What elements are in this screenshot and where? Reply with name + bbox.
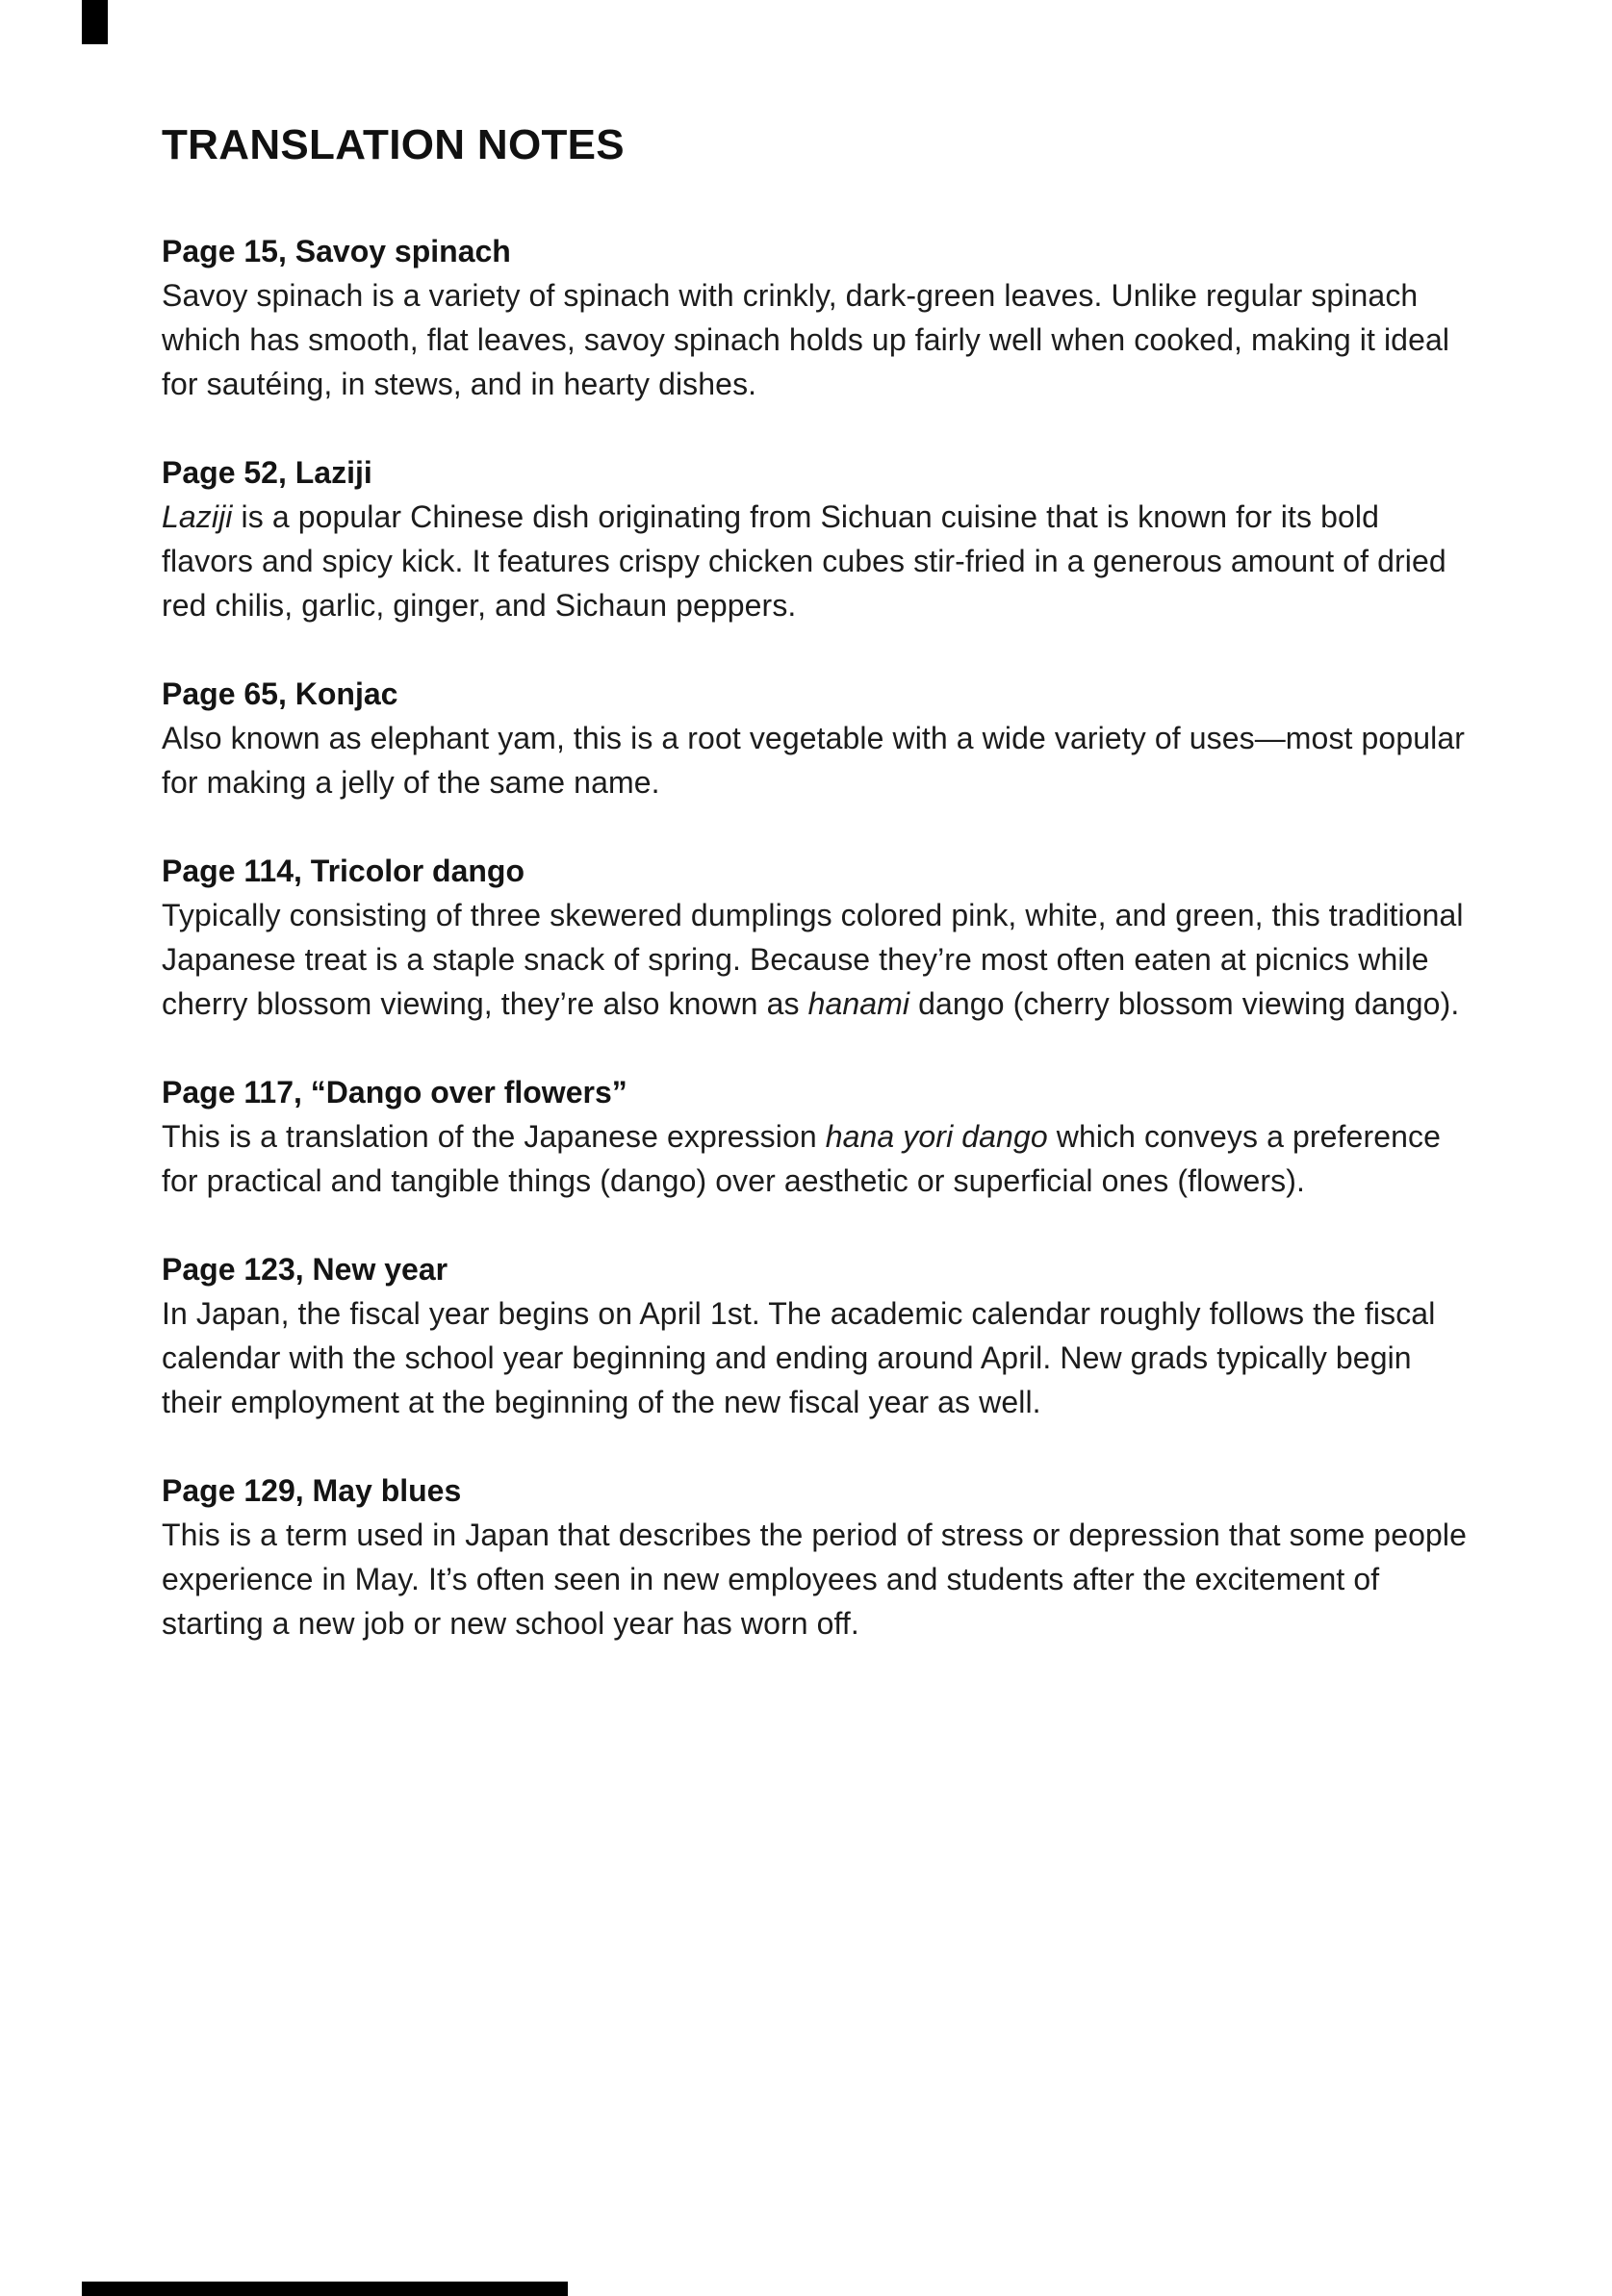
note-body-segment: Savoy spinach is a variety of spinach with crinkly, dark-green leaves. Unlike regular spinach which has smooth, flat leaves, savoy spinach holds up fairly well when cooked, making it ideal for sautéing, in stews, and in hearty dishes. <box>162 278 1450 401</box>
note-body-segment: This is a term used in Japan that describes the period of stress or depression that some people experience in May. It’s often seen in new employees and students after the excitement of starting a new job or new school year has worn off. <box>162 1518 1467 1641</box>
note-body-italic-segment: hana yori dango <box>825 1119 1048 1154</box>
notes-list <box>162 229 1475 1645</box>
note-body-segment: In Japan, the fiscal year begins on April 1st. The academic calendar roughly follows the fiscal calendar with the school year beginning and ending around April. New grads typically begin their employment at the beginning of the new fiscal year as well. <box>162 1296 1436 1419</box>
bleed-mark-top-left <box>82 0 108 44</box>
note-heading: Page 114, Tricolor dango <box>162 854 525 888</box>
note-body <box>162 273 1475 406</box>
note-body-segment: is a popular Chinese dish originating from Sichuan cuisine that is known for its bold flavors and spicy kick. It features crispy chicken cubes stir-fried in a generous amount of dried red chilis, garlic, ginger, and Sichaun peppers. <box>162 499 1446 623</box>
note-section <box>162 1468 1475 1645</box>
note-body-italic-segment: hanami <box>807 986 910 1021</box>
note-heading: Page 65, Konjac <box>162 676 398 711</box>
note-body <box>162 1513 1475 1645</box>
note-body <box>162 716 1475 804</box>
bleed-mark-bottom-left <box>82 2282 568 2296</box>
note-heading: Page 129, May blues <box>162 1473 462 1508</box>
note-heading: Page 123, New year <box>162 1252 448 1287</box>
note-heading: Page 15, Savoy spinach <box>162 234 511 268</box>
note-section <box>162 849 1475 1026</box>
note-section <box>162 1247 1475 1424</box>
note-body-segment: Also known as elephant yam, this is a root vegetable with a wide variety of uses—most popular for making a jelly of the same name. <box>162 721 1465 800</box>
page-content <box>162 121 1475 1690</box>
note-section <box>162 672 1475 804</box>
note-body-segment: This is a translation of the Japanese expression <box>162 1119 826 1154</box>
note-body-segment: Typically consisting of three skewered dumplings colored pink, white, and green, this traditional Japanese treat is a staple snack of spring. Because they’re most often eaten at picnics while cherry blossom viewing, they’re also known as <box>162 898 1464 1021</box>
note-body <box>162 1291 1475 1424</box>
note-body <box>162 495 1475 627</box>
note-heading: Page 117, “Dango over flowers” <box>162 1075 627 1110</box>
note-body <box>162 1114 1475 1203</box>
note-body-segment: dango (cherry blossom viewing dango). <box>909 986 1460 1021</box>
note-heading: Page 52, Laziji <box>162 455 372 490</box>
note-body <box>162 893 1475 1026</box>
note-body-segment: which conveys a preference for practical and tangible things (dango) over aesthetic or superficial ones (flowers). <box>162 1119 1441 1198</box>
note-section <box>162 1070 1475 1203</box>
note-section <box>162 229 1475 406</box>
note-body-italic-segment: Laziji <box>162 499 233 534</box>
note-section <box>162 450 1475 627</box>
page-title: TRANSLATION NOTES <box>162 121 625 168</box>
